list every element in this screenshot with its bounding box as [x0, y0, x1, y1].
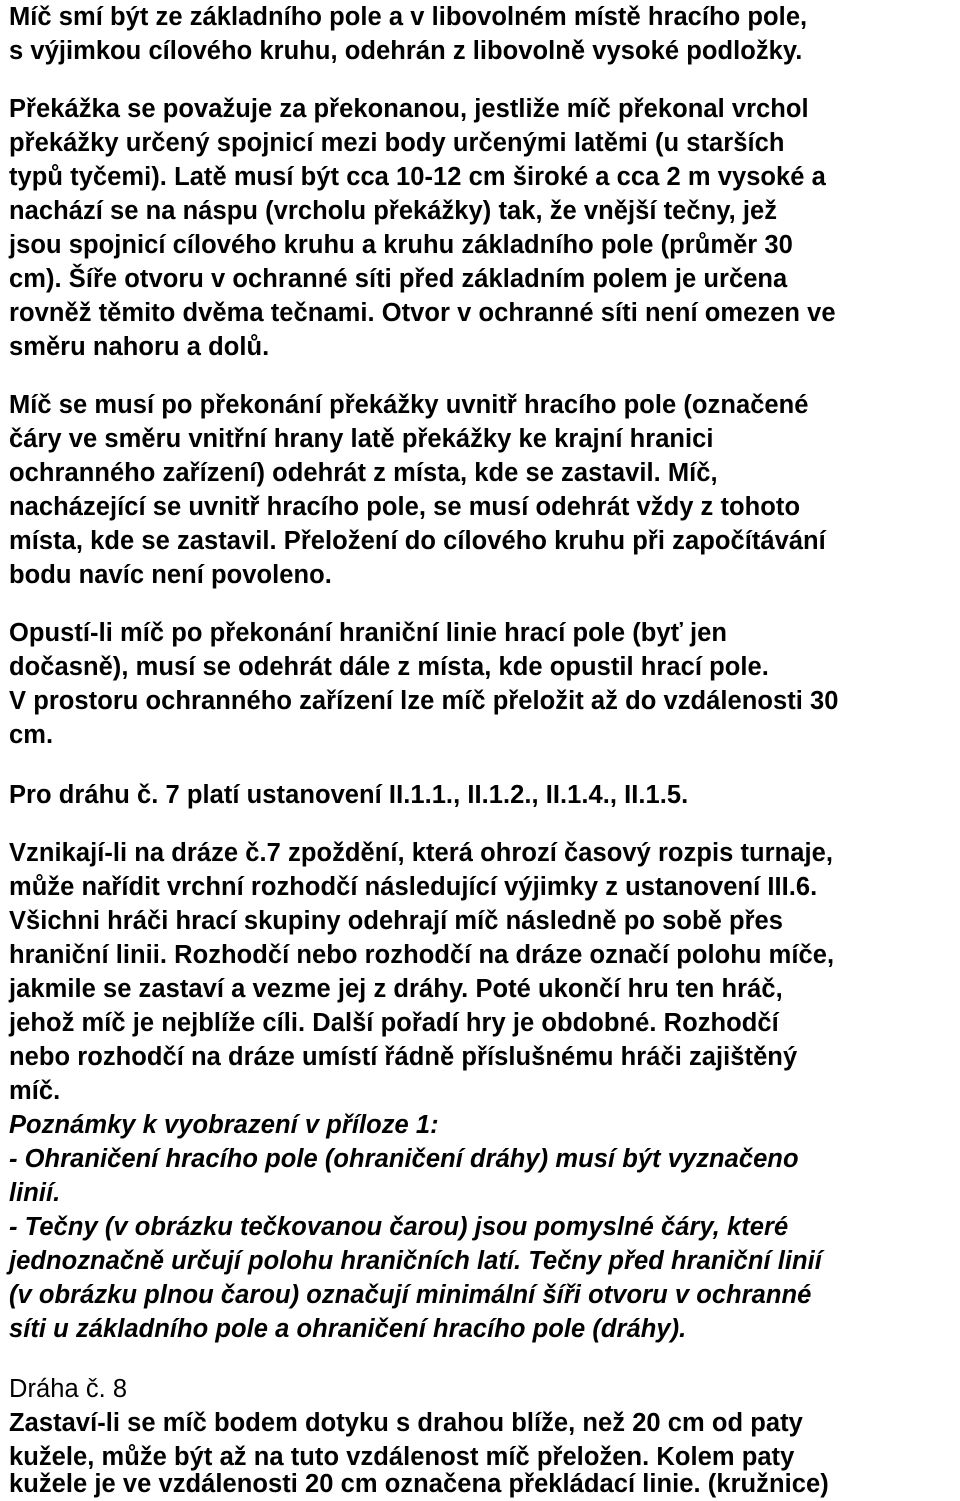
text-line: jehož míč je nejblíže cíli. Další pořadí hry je obdobné. Rozhodčí [9, 1009, 779, 1037]
track-heading-number: 8 [105, 1375, 128, 1403]
text-line: kužele, může být až na tuto vzdálenost míč přeložen. Kolem paty [9, 1443, 795, 1471]
note-line: síti u základního pole a ohraničení hracího pole (dráhy). [9, 1315, 687, 1343]
text-line: nebo rozhodčí na dráze umístí řádně příslušnému hráči zajištěný [9, 1043, 798, 1071]
text-line: s výjimkou cílového kruhu, odehrán z libovolně vysoké podložky. [9, 37, 803, 65]
text-line: rovněž těmito dvěma tečnami. Otvor v ochranné síti není omezen ve [9, 299, 836, 327]
text-line: jakmile se zastaví a vezme jej z dráhy. Poté ukončí hru ten hráč, [9, 975, 783, 1003]
notes-heading: Poznámky k vyobrazení v příloze 1: [9, 1111, 439, 1139]
text-line: Vznikají-li na dráze č.7 zpoždění, která ohrozí časový rozpis turnaje, [9, 839, 833, 867]
text-line: typů tyčemi). Latě musí být cca 10-12 cm široké a cca 2 m vysoké a [9, 163, 826, 191]
text-line: cm). Šíře otvoru v ochranné síti před základním polem je určena [9, 265, 788, 293]
text-line: dočasně), musí se odehrát dále z místa, kde opustil hrací pole. [9, 653, 769, 681]
note-line: - Tečny (v obrázku tečkovanou čarou) jsou pomyslné čáry, které [9, 1213, 789, 1241]
text-line: jsou spojnicí cílového kruhu a kruhu základního pole (průměr 30 [9, 231, 793, 259]
text-line: cm. [9, 721, 54, 749]
text-line: Opustí-li míč po překonání hraniční linie hrací pole (byť jen [9, 619, 728, 647]
note-line: jednoznačně určují polohu hraničních latí. Tečny před hraniční linií [9, 1247, 822, 1275]
text-line: hraniční linii. Rozhodčí nebo rozhodčí na dráze označí polohu míče, [9, 941, 835, 969]
text-line: Překážka se považuje za překonanou, jestliže míč překonal vrchol [9, 95, 809, 123]
text-line: kužele je ve vzdálenosti 20 cm označena překládací linie. (kružnice) [9, 1470, 829, 1498]
text-line: ochranného zařízení) odehrát z místa, kde se zastavil. Míč, [9, 459, 718, 487]
text-line: může nařídit vrchní rozhodčí následující výjimky z ustanovení III.6. [9, 873, 818, 901]
note-line: (v obrázku plnou čarou) označují minimální šíři otvoru v ochranné [9, 1281, 812, 1309]
text-line: Míč se musí po překonání překážky uvnitř hracího pole (označené [9, 391, 809, 419]
text-line: bodu navíc není povoleno. [9, 561, 332, 589]
track-heading-label: Dráha č. [9, 1375, 106, 1403]
track-heading [9, 1372, 127, 1406]
note-line: - Ohraničení hracího pole (ohraničení dráhy) musí být vyznačeno [9, 1145, 799, 1173]
note-line: linií. [9, 1179, 61, 1207]
text-line: čáry ve směru vnitřní hrany latě překážky ke krajní hranici [9, 425, 714, 453]
text-line: nacházející se uvnitř hracího pole, se musí odehrát vždy z tohoto [9, 493, 801, 521]
text-line: směru nahoru a dolů. [9, 333, 270, 361]
text-line: Zastaví-li se míč bodem dotyku s drahou blíže, než 20 cm od paty [9, 1409, 803, 1437]
text-line: nachází se na náspu (vrcholu překážky) tak, že vnější tečny, jež [9, 197, 778, 225]
text-line: Všichni hráči hrací skupiny odehrají míč následně po sobě přes [9, 907, 784, 935]
text-line: místa, kde se zastavil. Přeložení do cílového kruhu při započítávání [9, 527, 826, 555]
text-line: Pro dráhu č. 7 platí ustanovení II.1.1., II.1.2., II.1.4., II.1.5. [9, 781, 689, 809]
text-line: překážky určený spojnicí mezi body určenými latěmi (u starších [9, 129, 785, 157]
text-line: V prostoru ochranného zařízení lze míč přeložit až do vzdálenosti 30 [9, 687, 839, 715]
text-line: Míč smí být ze základního pole a v libovolném místě hracího pole, [9, 3, 808, 31]
text-line: míč. [9, 1077, 61, 1105]
